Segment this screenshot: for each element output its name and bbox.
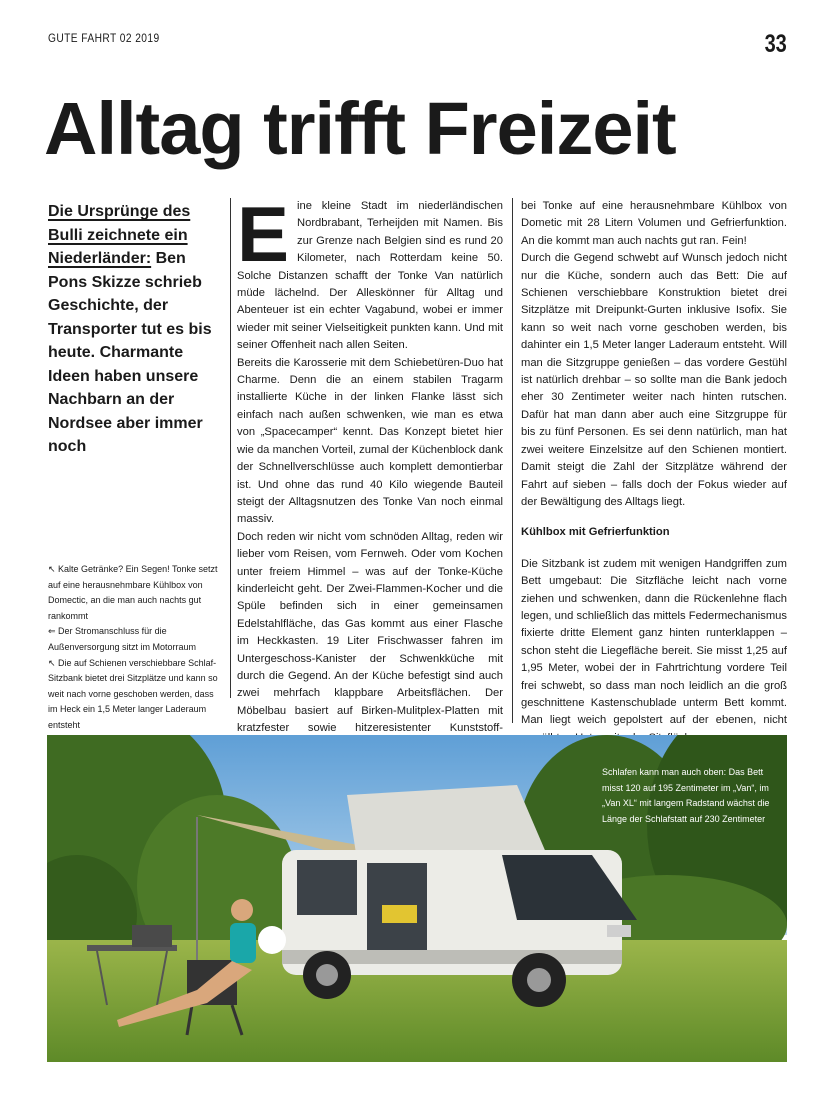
page-number: 33 <box>764 30 787 58</box>
article-column-2 <box>521 198 787 747</box>
paragraph: Die Sitzbank ist zudem mit wenigen Handgriffen zum Bett umgebaut: Die Sitzfläche leicht nach vorne ziehen und schwenken, dann die Rückenlehne flach legen, und schließlich das mittels Federmechanismus fixierte dritte Element ganz hinten runterklappen – schon steht die Liegefläche bereit. Sie misst 1,25 auf 1,95 Meter, wobei der in Fahrtrichtung vordere Teil frei schwebt, so dass man noch leidlich an die groß geschnittene Kastenschublade unterm Bett kommt. Man liegt weich gepolstert auf der ebenen, nicht <box>521 557 787 727</box>
photo-caption: Schlafen kann man auch oben: Das Bett misst 120 auf 195 Zentimeter im „Van“, im „Van XL“ mit langem Radstand wächst die Länge der Schlafstatt auf 230 Zentimeter <box>602 767 770 824</box>
camper-photo <box>47 735 787 1062</box>
column-divider <box>512 198 513 723</box>
caption-item: ↖ Die auf Schienen verschiebbare Schlaf-Sitzbank bietet drei Sitzplätze und kann so weit nach vorne geschoben werden, dass im Heck ein 1,5 Meter langer Laderaum entsteht <box>48 657 218 730</box>
paragraph: Durch die Gegend schwebt auf Wunsch jedoch nicht nur die Küche, sondern auch das Bett: Die auf Schienen verschiebbare Konstruktion bietet drei Sitzplätze mit Dreipunkt-Gurten inklusive Isofix. Sie kann so weit nach vorne geschoben werden, bis dahinter ein 1,5 Meter langer Laderaum entsteht. Will man die Sitzgruppe genießen – das vordere Gestühl ist natürlich drehbar – so sollte man die Bank jedoch eher 30 Zentimeter weiter nach hinten rutschen. Dafür hat man dann aber auch eine Sitzgruppe für bis zu fünf Personen. Es sei denn natürlich, man hat zwei weitere Einzelsitze auf den Schienen montiert. Damit steigt die Zahl der Sitzplätze während der Fahrt auf sieben – falls doch der Fokus wieder auf der Bewältigung des Alltags liegt. <box>521 252 787 508</box>
paragraph: ine kleine Stadt im niederländischen Nordbrabant, Terheijden mit Namen. Bis zur Grenze nach Belgien sind es rund 20 Kilometer, nach Rotterdam keine 50. Solche Distanzen schafft der Tonke Van natürlich müde lächelnd. Der Alleskönner für Alltag und Abenteuer ist ein echter Vagabund, wobei er immer wieder mit seiner Vielseitigkeit punkten kann. Und mit seiner Offenheit nach allen Seiten. <box>237 200 503 352</box>
subheading: Kühlbox mit Gefrierfunktion <box>521 526 670 539</box>
paragraph: Doch reden wir nicht vom schnöden Alltag, reden wir lieber vom Reisen, vom Fernweh. Oder vom Kochen unter freiem Himmel – was auf der Tonke-Küche kinderleicht geht. Der Zwei-Flammen-Kocher und die Spüle befinden sich in einer gemeinsamen Edelstahlfläche, das Gas kommt aus einer Flasche im Heckkasten. 19 Liter Frischwasser fahren im Untergeschoss-Kanister der Schwenkküche mit durch die Gegend. An der Küche befestigt sind auch zwei mehrfach klappbare Arbeitsflächen. Der Möbelbau basiert auf Birken-Mulitplex-Platten mit kratzfester sowie hitzeresistenter Kunststoff- <box>237 530 503 735</box>
paragraph: Bereits die Karosserie mit dem Schiebetüren-Duo hat Charme. Denn die an einem stabilen Tragarm installierte Küche in der linken Flanke lässt sich einfach nach außen schwenken, wie man es etwa von „Spacecamper“ kennt. Das Konzept bietet hier wie da manchen Vorteil, zumal der Küchenblock dank der Schnellverschlüsse auch komplett demontierbar ist. Und ohne das rund 40 Kilo wiegende Bauteil steigt der Alltagsnutzen des Tonke Van noch einmal massiv. <box>237 356 503 526</box>
paragraph: bei Tonke auf eine herausnehmbare Kühlbox von Dometic mit 28 Litern Volumen und Gefrierfunktion. An die kommt man auch nachts gut ran. Fein! <box>521 200 787 247</box>
caption-item: ⇐ Der Stromanschluss für die Außenversorgung sitzt im Motorraum <box>48 626 197 652</box>
article-title: Alltag trifft Freizeit <box>44 87 676 170</box>
camper-scene-illustration <box>47 735 787 1062</box>
drop-cap: E <box>237 190 290 278</box>
caption-item: ↖ Kalte Getränke? Ein Segen! Tonke setzt auf eine herausnehmbare Kühlbox von Domectic, an die man auch nachts gut rankommt <box>48 564 218 621</box>
intro-rest: Ben Pons Skizze schrieb Geschichte, der Transporter tut es bis heute. Charmante Ideen haben unsere Nachbarn an der Nordsee aber immer noch <box>48 250 212 455</box>
magazine-header: GUTE FAHRT 02 2019 <box>48 31 160 45</box>
caption-list <box>48 562 220 734</box>
article-column-1 <box>237 190 503 790</box>
column-divider <box>230 198 231 698</box>
intro-underlined: Die Ursprünge des Bulli zeichnete ein Niederländer: <box>48 203 191 267</box>
intro-text <box>48 200 218 459</box>
